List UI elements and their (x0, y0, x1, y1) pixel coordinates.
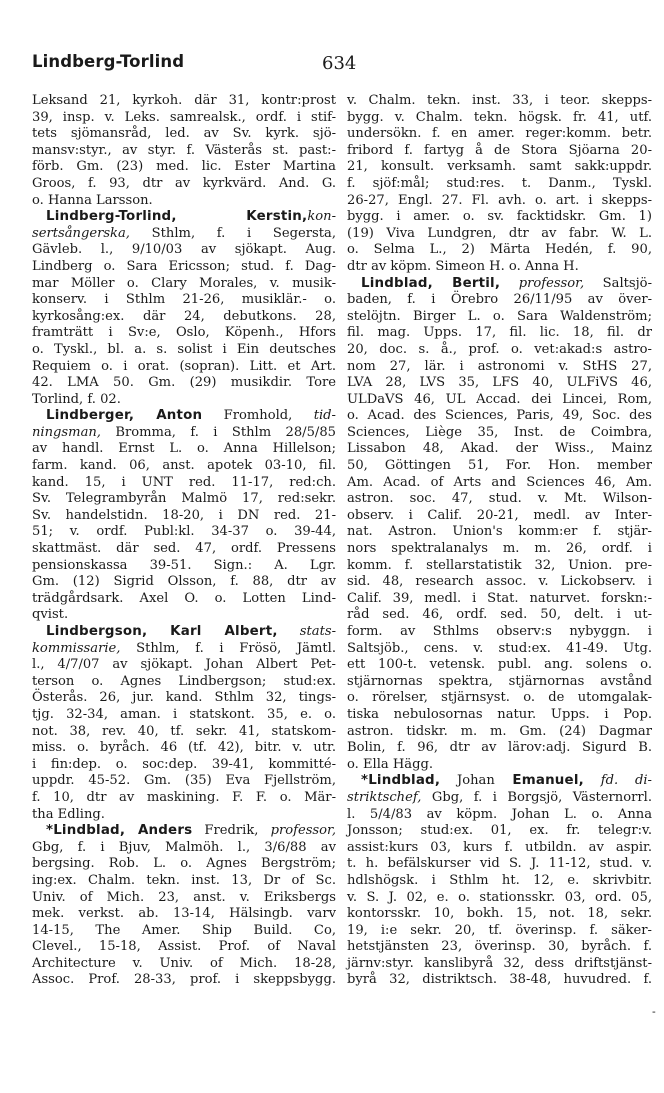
text-line (32, 624, 336, 641)
line-text: 42. LMA 50. Gm. (29) musikdir. Tore (32, 375, 336, 391)
line-text: mar Möller o. Clary Morales, v. musik- (32, 275, 336, 291)
line-text: v. Chalm. tekn. inst. 33, i teor. skepps- (347, 93, 652, 108)
text-line (32, 458, 336, 475)
line-text: o. Tyskl., bl. a. s. solist i Ein deutsches (32, 341, 336, 357)
line-text: Requiem o. i orat. (sopran). Litt. et Art. (32, 358, 336, 374)
line-text: tha Edling. (32, 806, 105, 822)
line-text: Fredrik, (192, 823, 259, 839)
line-text: stjärnornas spektra, stjärnornas avstånd (347, 673, 652, 689)
text-line (347, 923, 652, 940)
line-text: Calif. 39, medl. i Stat. naturvet. forskn:- (347, 590, 652, 606)
text-line (347, 176, 652, 193)
text-line (347, 641, 652, 658)
text-line (347, 707, 652, 724)
text-line (32, 242, 336, 259)
line-text: stelöjtn. Birger L. o. Sara Waldenström; (347, 308, 652, 324)
line-text: trädgårdsark. Axel O. o. Lotten Lind- (32, 590, 336, 606)
line-text: bygg. i amer. o. sv. facktidskr. Gm. 1) (347, 209, 652, 225)
text-line (32, 856, 336, 873)
line-text: dtr av köpm. Simeon H. o. Anna H. (347, 258, 579, 274)
line-text: hetstjänsten 23, överinsp. 30, byråch. f. (347, 939, 652, 955)
text-line (347, 956, 652, 973)
line-text: Torlind, f. 02. (32, 391, 121, 407)
text-line (347, 823, 652, 840)
line-text: Lindberg o. Sara Ericsson; stud. f. Dag- (32, 258, 336, 274)
text-line (32, 508, 336, 525)
line-text: Assoc. Prof. 28-33, prof. i skeppsbygg. (32, 972, 336, 988)
text-line (32, 558, 336, 575)
text-line (32, 790, 336, 807)
line-text: Saltsjö- (584, 275, 652, 291)
text-line (347, 541, 652, 558)
text-line (32, 475, 336, 492)
entry-title: striktschef, (347, 789, 422, 805)
line-text: järnv:styr. kanslibyrå 32, dess driftstjänst- (347, 955, 652, 971)
text-line (347, 309, 652, 326)
line-text: byrå 32, distriktsch. 38-48, huvudred. f. (347, 972, 652, 988)
line-text: fil. mag. Upps. 17, fil. lic. 18, fil. dr (347, 325, 652, 341)
text-line (347, 458, 652, 475)
line-text: farm. kand. 06, anst. apotek 03-10, fil. (32, 458, 336, 474)
line-text: tjg. 32-34, aman. i statskont. 35, e. o. (32, 706, 336, 722)
line-text: undersökn. f. en amer. reger:komm. betr. (347, 126, 652, 142)
text-line (32, 226, 336, 243)
entry-name: Lindberg-Torlind, Kerstin, (46, 209, 308, 225)
text-line (347, 807, 652, 824)
text-line (347, 242, 652, 259)
line-text: Sciences, Liège 35, Inst. de Coimbra, (347, 424, 652, 440)
text-line (32, 176, 336, 193)
line-text: f. sjöf:mål; stud:res. t. Danm., Tyskl. (347, 175, 652, 191)
line-text: skattmäst. där sed. 47, ordf. Pressens (32, 541, 336, 557)
text-line (347, 209, 652, 226)
line-text: o. Ella Hägg. (347, 756, 434, 772)
text-line (347, 276, 652, 293)
text-line (32, 873, 336, 890)
text-line (347, 558, 652, 575)
text-line (32, 193, 336, 210)
text-line (347, 193, 652, 210)
entry-title: tid- (292, 408, 336, 424)
line-text: LVA 28, LVS 35, LFS 40, ULFiVS 46, (347, 375, 652, 391)
page-number: 634 (322, 53, 357, 74)
entry-name: Lindbergson, Karl Albert, (46, 624, 278, 639)
line-text: Groos, f. 93, dtr av kyrkvärd. And. G. (32, 175, 336, 191)
line-text: Sv. handelstidn. 18-20, i DN red. 21- (32, 507, 336, 523)
text-line (32, 956, 336, 973)
entry-title: sertsångerska, (32, 225, 130, 241)
text-line (32, 375, 336, 392)
text-line (347, 856, 652, 873)
text-line (32, 773, 336, 790)
line-text: astron. soc. 47, stud. v. Mt. Wilson- (347, 491, 652, 507)
text-line (347, 441, 652, 458)
line-text: Gbg, f. i Bjuv, Malmöh. l., 3/6/88 av (32, 839, 336, 855)
entry-title: stats- (277, 624, 337, 639)
line-text: 51; v. ordf. Publ:kl. 34-37 o. 39-44, (32, 524, 336, 540)
text-line (347, 574, 652, 591)
text-line (32, 524, 336, 541)
line-text: 26-27, Engl. 27. Fl. avh. o. art. i skepps- (347, 192, 652, 208)
text-line (32, 591, 336, 608)
line-text: l., 4/7/07 av sjökapt. Johan Albert Pet- (32, 657, 336, 673)
line-text: kyrkosång:ex. där 24, debutkons. 28, (32, 308, 336, 324)
line-text: 39, insp. v. Leks. samrealsk., ordf. i stif- (32, 109, 336, 125)
line-text: pensionskassa 39-51. Sign.: A. Lgr. (32, 557, 336, 573)
text-line (32, 541, 336, 558)
entry-title: fd. di- (583, 773, 652, 789)
text-line (32, 641, 336, 658)
line-text: astron. tidskr. m. m. Gm. (24) Dagmar (347, 723, 652, 739)
line-text: nat. Astron. Union's komm:er f. stjär- (347, 524, 652, 540)
line-text: ULDaVS 46, UL Accad. dei Lincei, Rom, (347, 391, 652, 407)
text-line (32, 823, 336, 840)
text-line (32, 574, 336, 591)
line-text: Saltsjöb., cens. v. stud:ex. 41-49. Utg. (347, 640, 652, 656)
entry-title: kon- (307, 209, 336, 225)
text-line (32, 740, 336, 757)
line-text: assist:kurs 03, kurs f. utbildn. av aspir. (347, 839, 652, 855)
right-column (347, 93, 652, 989)
line-text: o. rörelser, stjärnsyst. o. de utomgalak- (347, 690, 652, 706)
line-text: observ. i Calif. 20-21, medl. av Inter- (347, 507, 652, 523)
entry-name: *Lindblad, (361, 773, 441, 789)
line-text: hdlshögsk. i Sthlm ht. 12, e. skrivbitr. (347, 872, 652, 888)
line-text: tiska nebulosornas natur. Upps. i Pop. (347, 706, 652, 722)
running-head: Lindberg-Torlind (32, 52, 185, 71)
text-line (32, 408, 336, 425)
text-line (32, 325, 336, 342)
text-line (32, 657, 336, 674)
text-line (347, 375, 652, 392)
text-line (347, 491, 652, 508)
text-line (347, 939, 652, 956)
line-text: Bolin, f. 96, dtr av lärov:adj. Sigurd B. (347, 740, 652, 756)
line-text: Fromhold, (202, 408, 293, 424)
line-text: Sthlm, f. i Segersta, (129, 225, 336, 241)
entry-title: ningsman, (32, 424, 101, 440)
line-text: 14-15, The Amer. Ship Build. Co, (32, 922, 336, 938)
line-text: Univ. of Mich. 23, anst. v. Eriksbergs (32, 889, 336, 905)
text-line (347, 325, 652, 342)
text-line (347, 524, 652, 541)
text-line (32, 425, 336, 442)
line-text: not. 38, rev. 40, tf. sekr. 41, statskom- (32, 723, 336, 739)
line-text: Bromma, f. i Sthlm 28/5/85 (100, 424, 336, 440)
text-line (347, 873, 652, 890)
entry-name: Lindberger, Anton (46, 408, 203, 424)
line-text: o. Selma L., 2) Märta Hedén, f. 90, (347, 242, 652, 258)
line-text: 20, doc. s. å., prof. o. vet:akad:s astro- (347, 341, 652, 357)
line-text: Lissabon 48, Akad. der Wiss., Mainz (347, 441, 652, 457)
text-line (347, 607, 652, 624)
line-text: kontorsskr. 10, bokh. 15, not. 18, sekr. (347, 906, 652, 922)
text-line (32, 674, 336, 691)
line-text: nom 27, lär. i astronomi v. StHS 27, (347, 358, 652, 374)
entry-name: *Lindblad, Anders (46, 823, 193, 839)
text-line (347, 591, 652, 608)
line-text: qvist. (32, 607, 69, 623)
text-line (32, 807, 336, 824)
text-line (347, 475, 652, 492)
line-text: (19) Viva Lundgren, dtr av fabr. W. L. (347, 225, 652, 241)
text-line (32, 724, 336, 741)
text-line (32, 707, 336, 724)
entry-title: kommissarie, (32, 640, 121, 656)
text-line (347, 392, 652, 409)
line-text: 21, konsult. verksamh. samt sakk:uppdr. (347, 159, 652, 175)
text-line (347, 773, 652, 790)
text-line (32, 209, 336, 226)
line-text: Österås. 26, jur. kand. Sthlm 32, tings- (32, 690, 336, 706)
text-line (32, 690, 336, 707)
text-line (32, 276, 336, 293)
text-line (32, 143, 336, 160)
line-text: Sv. Telegrambyrån Malmö 17, red:sekr. (32, 491, 336, 507)
line-text: terson o. Agnes Lindbergson; stud:ex. (32, 673, 336, 689)
line-text: mansv:styr., av styr. f. Västerås st. past:- (32, 142, 336, 158)
text-line (347, 724, 652, 741)
text-line (347, 342, 652, 359)
text-line (32, 972, 336, 989)
line-text: Am. Acad. of Arts and Sciences 46, Am. (347, 474, 652, 490)
entry-name: Emanuel, (494, 773, 584, 789)
line-text: ett 100-t. vetensk. publ. ang. solens o. (347, 657, 652, 673)
text-line (347, 143, 652, 160)
line-text: bergsing. Rob. L. o. Agnes Bergström; (32, 856, 336, 872)
text-line (347, 674, 652, 691)
text-line (32, 757, 336, 774)
text-line (347, 159, 652, 176)
line-text: fribord f. fartyg å de Stora Sjöarna 20- (347, 142, 652, 158)
text-line (347, 226, 652, 243)
entry-title: professor, (258, 823, 337, 839)
text-line (32, 392, 336, 409)
text-line (32, 923, 336, 940)
line-text: o. Hanna Larsson. (32, 192, 153, 208)
text-line (32, 309, 336, 326)
line-text: förb. Gm. (23) med. lic. Ester Martina (32, 159, 336, 175)
line-text: Architecture v. Univ. of Mich. 18-28, (32, 955, 336, 971)
text-line (347, 757, 652, 774)
text-line (347, 508, 652, 525)
text-line (32, 939, 336, 956)
line-text: form. av Sthlms observ:s nybyggn. i (347, 624, 652, 639)
line-text: o. Acad. des Sciences, Paris, 49, Soc. des (347, 408, 652, 424)
text-line (32, 840, 336, 857)
line-text: konserv. i Sthlm 21-26, musiklär.- o. (32, 292, 336, 308)
line-text: uppdr. 45-52. Gm. (35) Eva Fjellström, (32, 773, 336, 789)
line-text: Johan (440, 773, 495, 789)
text-line (347, 690, 652, 707)
line-text: Gm. (12) Sigrid Olsson, f. 88, dtr av (32, 574, 336, 590)
text-line (32, 906, 336, 923)
text-line (347, 890, 652, 907)
line-text: 19, i:e sekr. 20, tf. överinsp. f. säker- (347, 922, 652, 938)
text-line (347, 408, 652, 425)
text-line (32, 441, 336, 458)
text-line (32, 292, 336, 309)
line-text: Leksand 21, kyrkoh. där 31, kontr:prost (32, 93, 336, 108)
line-text: mek. verkst. ab. 13-14, Hälsingb. varv (32, 906, 336, 922)
text-line (32, 259, 336, 276)
text-line (32, 607, 336, 624)
text-line (347, 740, 652, 757)
line-text: komm. f. stellarstatistik 32, Union. pre- (347, 557, 652, 573)
text-line (347, 657, 652, 674)
text-line (32, 359, 336, 376)
line-text: kand. 15, i UNT red. 11-17, red:ch. (32, 474, 336, 490)
text-line (347, 624, 652, 641)
line-text: baden, f. i Örebro 26/11/95 av över- (347, 292, 652, 308)
line-text: sid. 48, research assoc. v. Lickobserv. i (347, 574, 652, 590)
text-line (32, 93, 336, 110)
line-text: råd sed. 46, ordf. sed. 50, delt. i ut- (347, 607, 652, 623)
text-line (347, 110, 652, 127)
text-line (347, 259, 652, 276)
line-text: t. h. befälskurser vid S. J. 11-12, stud. v. (347, 856, 652, 872)
text-line (347, 292, 652, 309)
line-text: f. 10, dtr av maskining. F. F. o. Mär- (32, 789, 336, 805)
text-line (347, 93, 652, 110)
line-text: bygg. v. Chalm. tekn. högsk. fr. 41, utf. (347, 109, 652, 125)
line-text: ing:ex. Chalm. tekn. inst. 13, Dr of Sc. (32, 872, 336, 888)
entry-name: Lindblad, Bertil, (361, 275, 501, 291)
text-line (32, 126, 336, 143)
text-line (347, 790, 652, 807)
text-line (32, 890, 336, 907)
text-line (347, 972, 652, 989)
margin-mark: - (652, 1005, 656, 1018)
line-text: Jonsson; stud:ex. 01, ex. fr. telegr:v. (347, 823, 652, 839)
text-line (32, 110, 336, 127)
line-text: 50, Göttingen 51, For. Hon. member (347, 458, 652, 474)
text-line (347, 906, 652, 923)
line-text: tets sjömansråd, led. av Sv. kyrk. sjö- (32, 126, 336, 142)
text-line (32, 491, 336, 508)
text-line (347, 425, 652, 442)
line-text: Gbg, f. i Borgsjö, Västernorrl. (421, 789, 652, 805)
line-text: i fin:dep. o. soc:dep. 39-41, kommitté- (32, 756, 336, 772)
line-text: Gävleb. l., 9/10/03 av sjökapt. Aug. (32, 242, 336, 258)
line-text: miss. o. byråch. 46 (tf. 42), bitr. v. utr. (32, 740, 336, 756)
line-text: l. 5/4/83 av köpm. Johan L. o. Anna (347, 806, 652, 822)
line-text: nors spektralanalys m. m. 26, ordf. i (347, 541, 652, 557)
line-text: Sthlm, f. i Frösö, Jämtl. (120, 640, 336, 656)
text-line (32, 342, 336, 359)
entry-title: professor, (500, 275, 585, 291)
text-line (347, 359, 652, 376)
text-line (32, 159, 336, 176)
line-text: Clevel., 15-18, Assist. Prof. of Naval (32, 939, 336, 955)
text-line (347, 126, 652, 143)
line-text: v. S. J. 02, e. o. stationsskr. 03, ord. 05, (347, 889, 652, 905)
left-column (32, 93, 336, 989)
text-line (347, 840, 652, 857)
line-text: framträtt i Sv:e, Oslo, Köpenh., Hfors (32, 325, 336, 341)
line-text: av handl. Ernst L. o. Anna Hillelson; (32, 441, 336, 457)
